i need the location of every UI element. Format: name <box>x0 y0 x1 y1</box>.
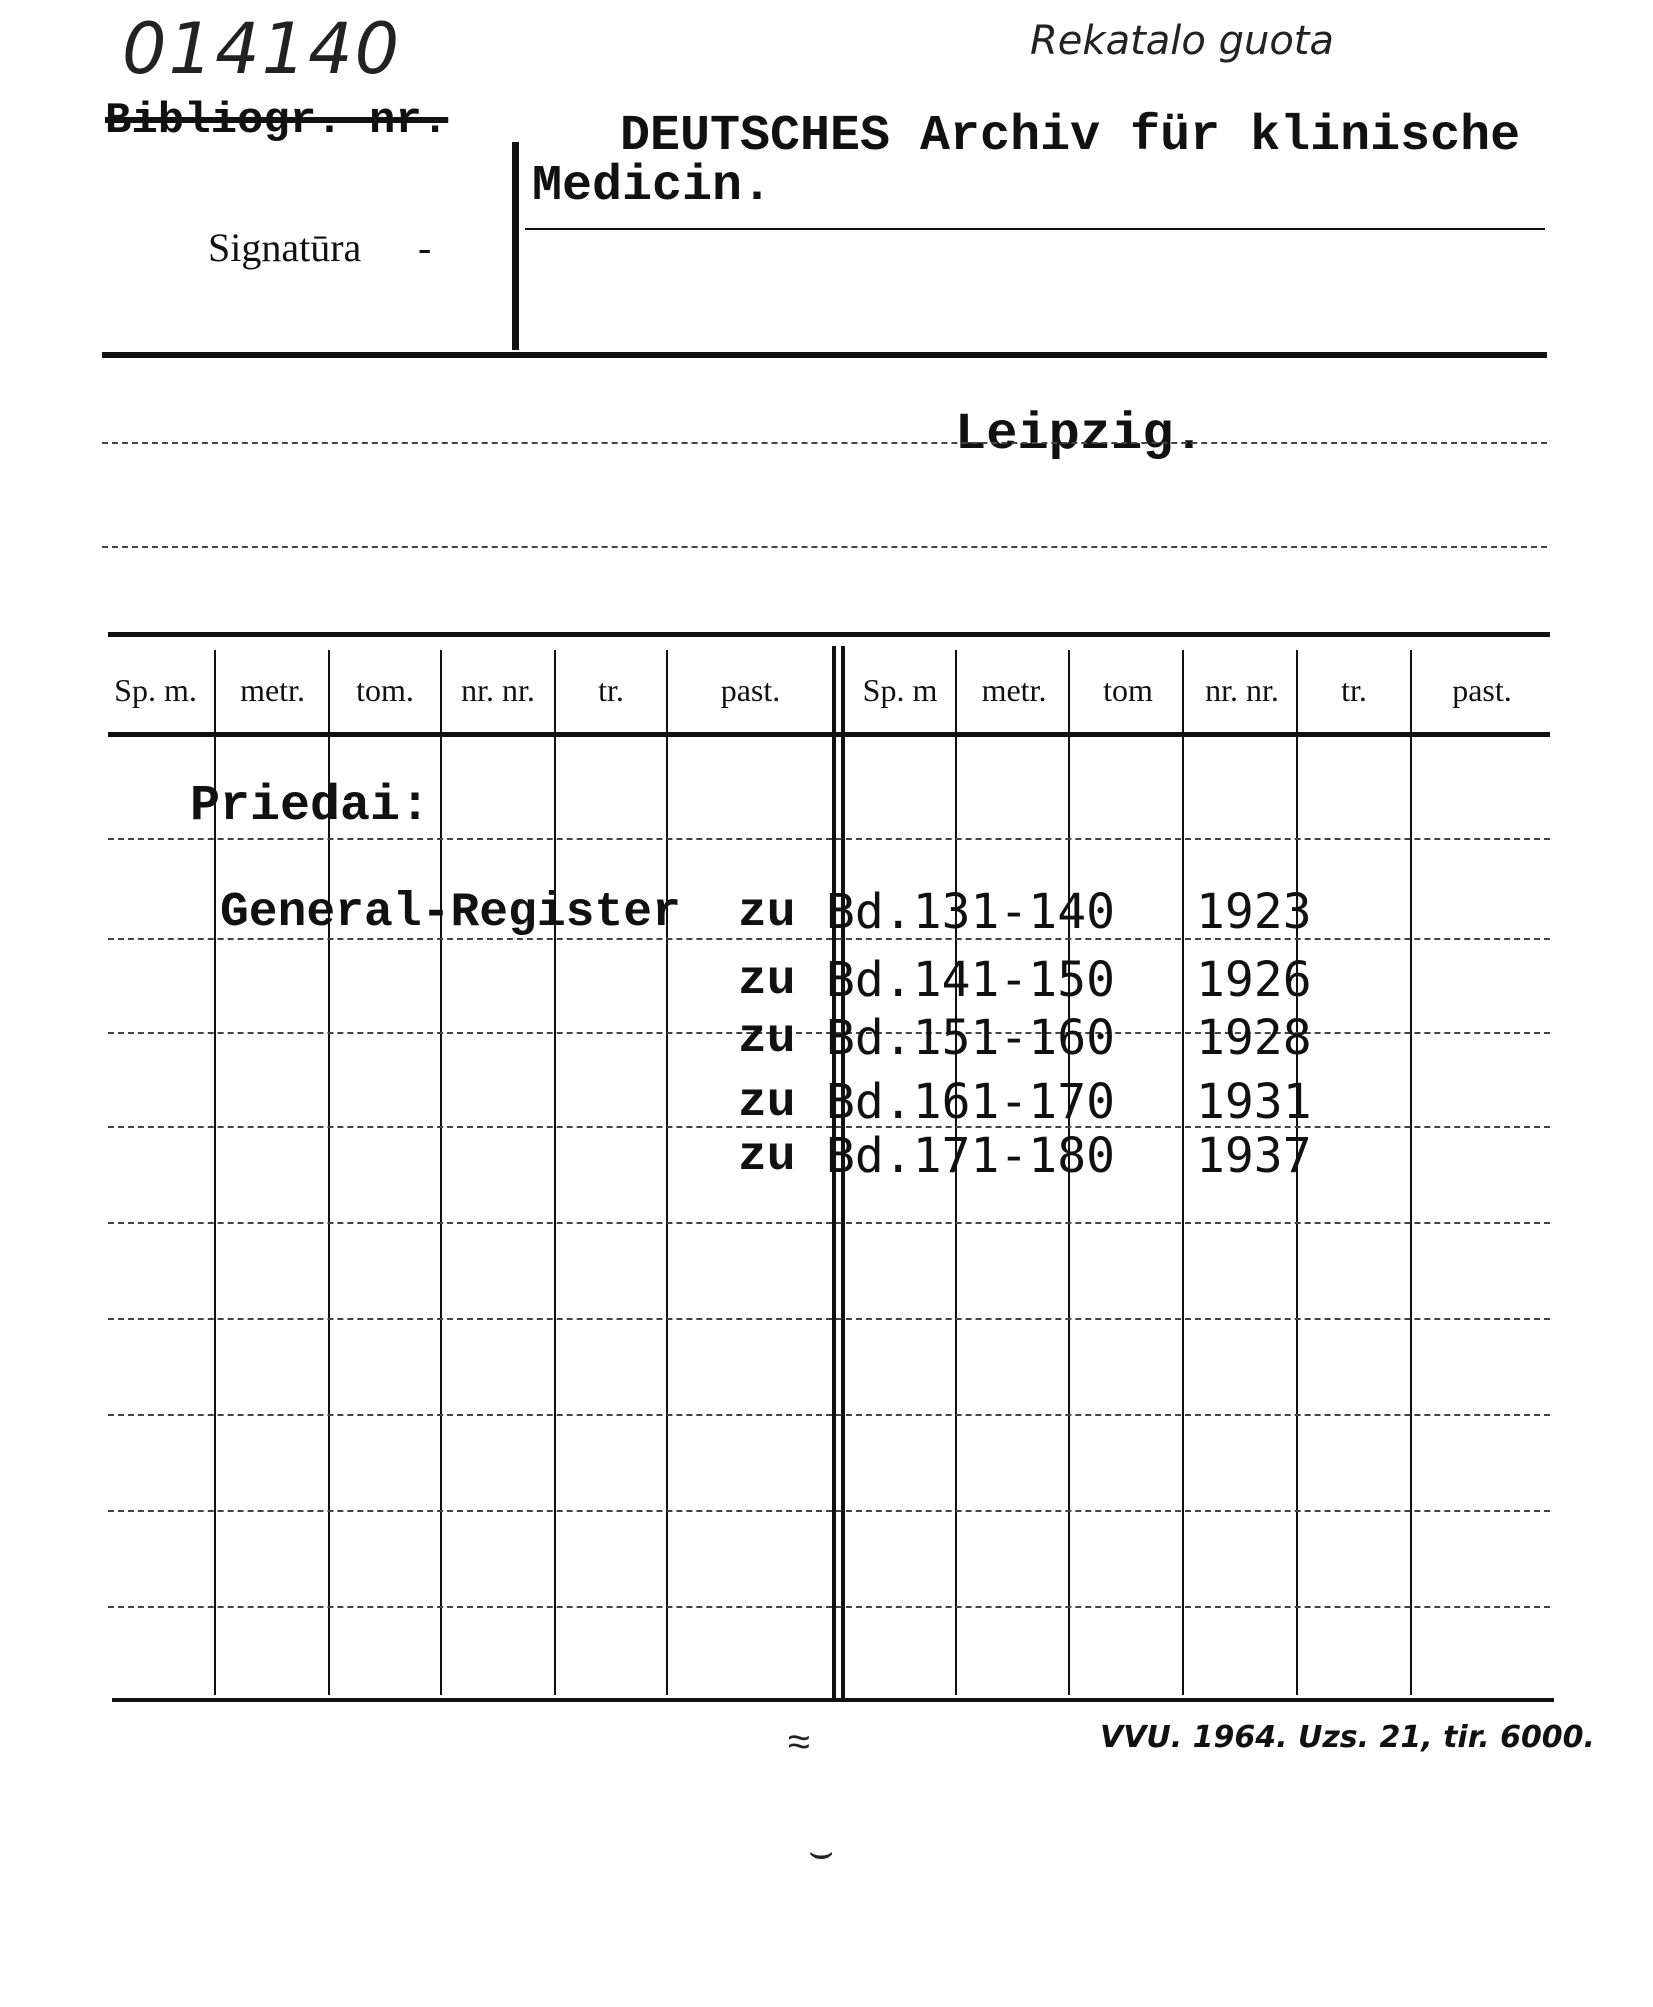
col-divider <box>666 650 668 1695</box>
row-line <box>108 1414 1550 1416</box>
title-line-2: Medicin. <box>532 158 773 215</box>
publication-city: Leipzig. <box>955 405 1205 464</box>
title-underline <box>525 228 1545 230</box>
signatura-dash: - <box>418 225 432 270</box>
entry-year: 1931 <box>1196 1074 1312 1130</box>
col-divider <box>554 650 556 1695</box>
title-line-1: DEUTSCHES Archiv für klinische <box>620 108 1521 165</box>
entry-year: 1926 <box>1196 952 1312 1008</box>
header-vertical-divider <box>512 142 519 350</box>
col-sp-m-left: Sp. m. <box>114 672 197 708</box>
row-line <box>108 1510 1550 1512</box>
printer-imprint: VVU. 1964. Uzs. 21, tir. 6000. <box>1100 1720 1595 1755</box>
general-register-label: General-Register <box>220 886 681 940</box>
col-tr-left: tr. <box>598 672 624 708</box>
col-past-left: past. <box>720 672 781 708</box>
table-header-rule <box>108 732 1550 737</box>
catalog-number: 014140 <box>122 8 402 90</box>
col-metr-left: metr. <box>240 672 305 708</box>
col-divider <box>440 650 442 1695</box>
col-metr-right: metr. <box>981 672 1047 708</box>
entry-prefix: zu <box>738 1012 796 1066</box>
col-past-right: past. <box>1452 672 1512 708</box>
col-tom-right: tom <box>1103 672 1153 708</box>
col-tr-right: tr. <box>1341 672 1367 708</box>
col-nr-left: nr. nr. <box>461 672 535 708</box>
header-bottom-rule <box>102 352 1547 358</box>
entry-year: 1928 <box>1196 1010 1312 1066</box>
entry-year: 1937 <box>1196 1128 1312 1184</box>
stamp-mark: ≈ <box>788 1720 810 1764</box>
supplements-label: Priedai: <box>190 778 431 835</box>
row-line <box>108 1606 1550 1608</box>
signatura-label: Signatūra <box>208 225 362 270</box>
row-line <box>108 1222 1550 1224</box>
col-divider <box>1410 650 1412 1695</box>
bibliography-number-label: Bibliogr. nr. <box>105 96 449 146</box>
table-bottom-rule <box>112 1698 1554 1702</box>
col-divider <box>1182 650 1184 1695</box>
entry-prefix: zu <box>738 954 796 1008</box>
blank-line <box>102 546 1547 548</box>
col-sp-m-right: Sp. m <box>862 672 938 708</box>
entry-volumes: Bd.131-140 <box>826 884 1115 940</box>
entry-prefix: zu <box>738 1130 796 1184</box>
row-line <box>108 1318 1550 1320</box>
entry-volumes: Bd.161-170 <box>826 1074 1115 1130</box>
col-tom-left: tom. <box>356 672 414 708</box>
top-handwritten-note: Rekatalo guota <box>1030 18 1334 64</box>
col-nr-right: nr. nr. <box>1205 672 1279 708</box>
entry-year: 1923 <box>1196 884 1312 940</box>
stamp-mark: ⌣ <box>808 1830 835 1874</box>
entry-prefix: zu <box>738 1076 796 1130</box>
entry-volumes: Bd.141-150 <box>826 952 1115 1008</box>
row-line <box>108 838 1550 840</box>
table-top-rule <box>108 632 1550 637</box>
entry-volumes: Bd.151-160 <box>826 1010 1115 1066</box>
entry-prefix: zu <box>738 886 796 940</box>
city-line <box>102 442 1547 444</box>
entry-volumes: Bd.171-180 <box>826 1128 1115 1184</box>
